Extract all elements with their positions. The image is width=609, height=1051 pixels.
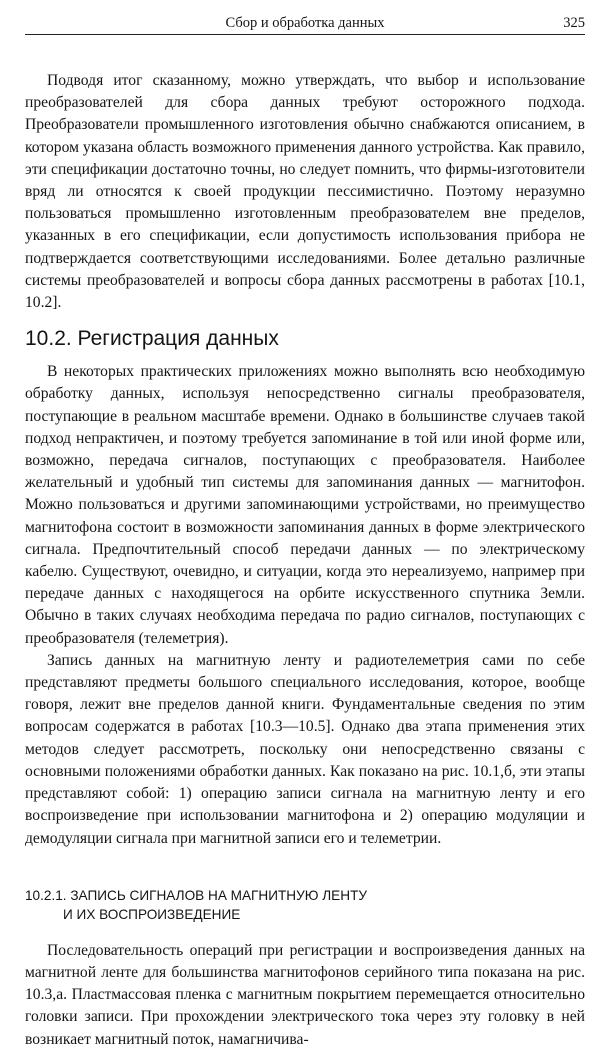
section-heading: 10.2. Регистрация данных xyxy=(25,327,279,351)
paragraph-telemetry: Запись данных на магнитную ленту и радиотелеметрия сами по себе представляют предметы большого специального исследования, которое, вообще говоря, лежит вне пределов данной книги. Фундаментальные сведения по этим вопросам содержатся в работах [10.3—10.5]. Однако два этапа применения этих методов следует рассмотреть, поскольку они непосредственно связаны с основными положениями обработки данных. Как показано на рис. 10.1,б, эти этапы представляют собой: 1) операцию записи сигнала на магнитную ленту и его воспроизведение при использовании магнитофона и 2) операцию модуляции и демодуляции сигнала при магнитной записи его и телеметрии. xyxy=(25,651,585,847)
paragraph-registration: В некоторых практических приложениях можно выполнять всю необходимую обработку данных, используя непосредственно сигналы преобразователя, поступающие в реальном масштабе времени. Однако в большинстве случаев такой подход непрактичен, и поэтому требуется запоминание в той или иной форме или, возможно, передача сигналов, поступающих с преобразователя. Наиболее желательный и удобный тип системы для запоминания данных — магнитофон. Можно пользоваться и другими запоминающими устройствами, но преимущество магнитофона состоит в возможности запоминания данных в форме электрического сигнала. Предпочтительный способ передачи данных — по электрическому кабелю. Существуют, очевидно, и ситуации, когда это нереализуемо, например при передаче данных с находящегося на орбите искусственного спутника Земли. Обычно в таких случаях необходима передача по радио сигналов, поступающих с преобразователя (телеметрия). xyxy=(25,363,585,647)
page-number: 325 xyxy=(563,15,585,31)
subsection-heading xyxy=(25,886,585,924)
paragraph-summary: Подводя итог сказанному, можно утверждать, что выбор и использование преобразователей для сбора данных требуют осторожного подхода. Преобразователи промышленного изготовления обычно снабжаются описанием, в котором указана область возможного применения данного устройства. Как правило, эти спецификации достаточно точны, но следует помнить, что фирмы-изготовители вряд ли относятся к своей продукции пессимистично. Поэтому неразумно пользоваться промышленно изготовленным преобразователем вне пределов, указанных в его спецификации, если допустимость использования прибора не подтверждается соответствующими исследованиями. Более детально различные системы преобразователей и вопросы сбора данных рассмотрены в работах [10.1, 10.2]. xyxy=(25,72,585,312)
paragraph-tape-recording: Последовательность операций при регистрации и воспроизведения данных на магнитной ленте для большинства магнитофонов серийного типа показана на рис. 10.3,а. Пластмассовая пленка с магнитным покрытием перемещается относительно головки записи. При прохождении электрического тока через эту головку в ней возникает магнитный поток, намагничива- xyxy=(25,941,585,1048)
running-title: Сбор и обработка данных xyxy=(225,15,385,31)
book-page xyxy=(25,12,585,1051)
subsection-heading-line1: 10.2.1. ЗАПИСЬ СИГНАЛОВ НА МАГНИТНУЮ ЛЕНТУ xyxy=(25,887,368,903)
running-header xyxy=(25,12,585,35)
subsection-heading-line2: И ИХ ВОСПРОИЗВЕДЕНИЕ xyxy=(63,906,241,922)
